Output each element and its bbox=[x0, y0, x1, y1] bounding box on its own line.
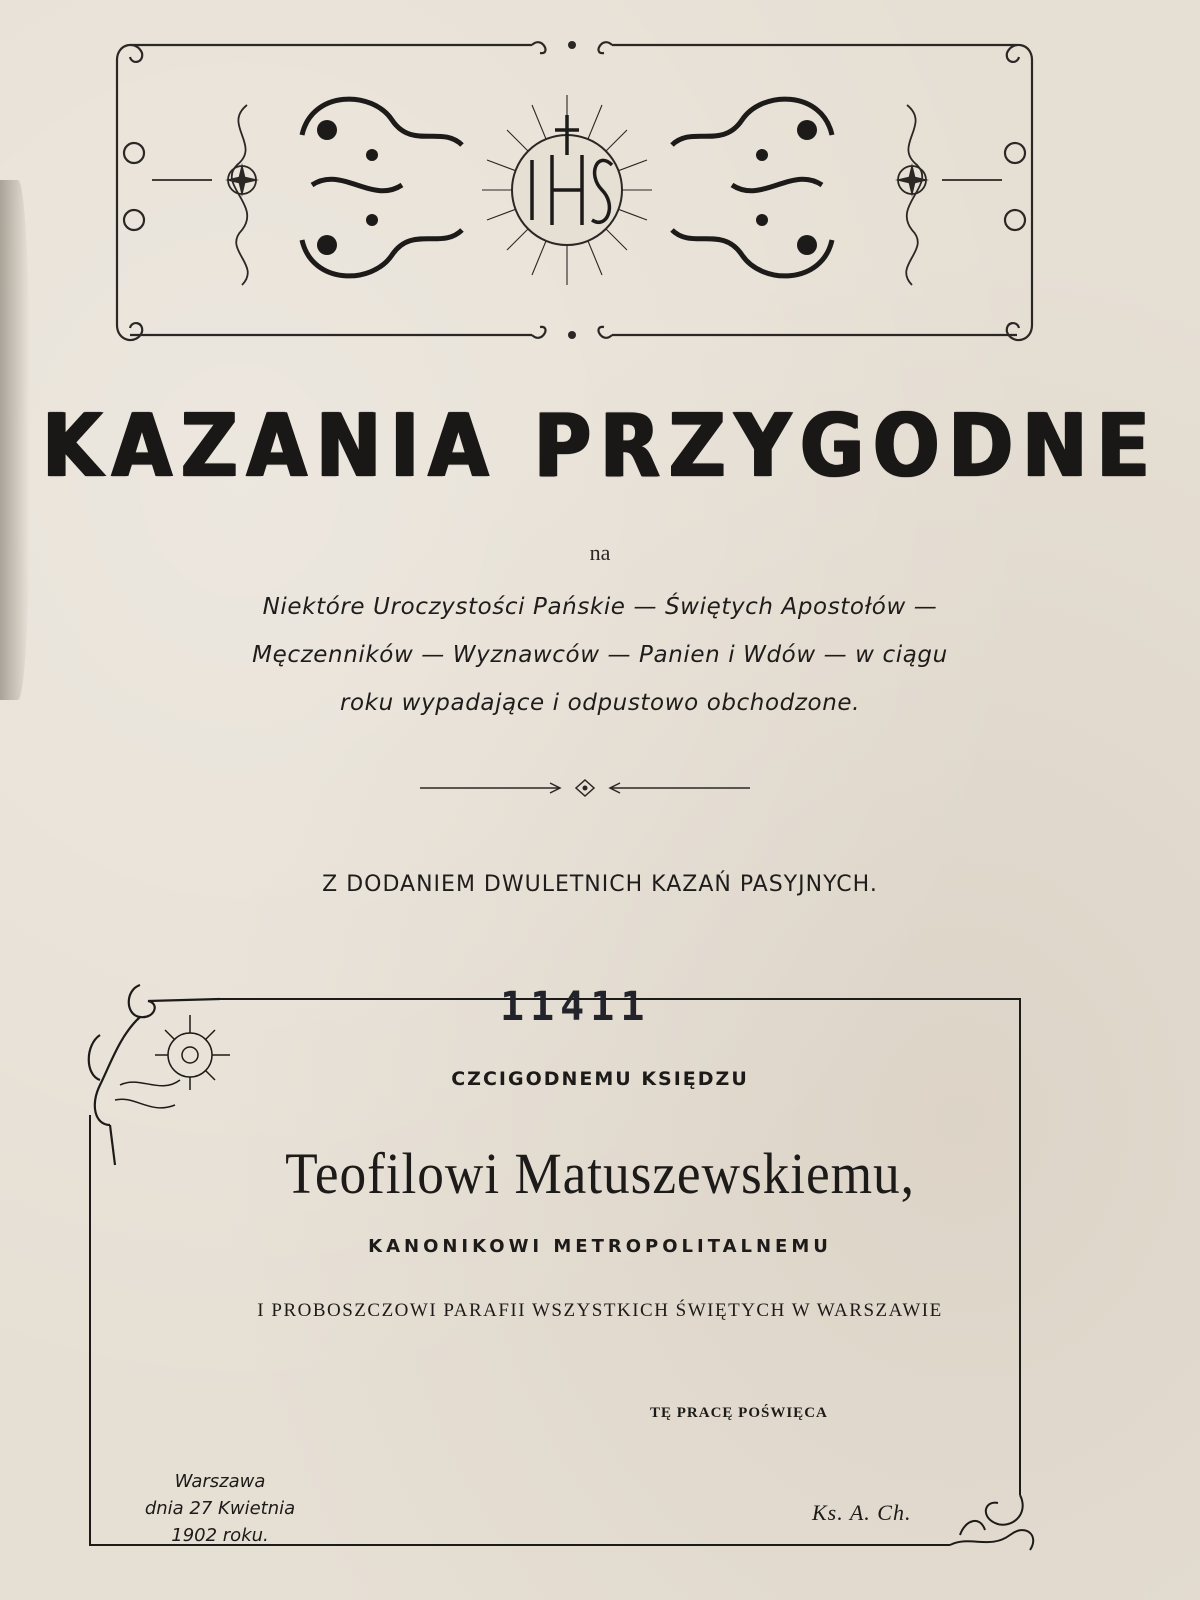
addition-note: Z DODANIEM DWULETNICH KAZAŃ PASYJNYCH. bbox=[322, 872, 878, 897]
year-line: 1902 roku. bbox=[171, 1525, 269, 1546]
book-title: KAZANIA PRZYGODNE bbox=[41, 396, 1159, 498]
dedication-salutation: CZCIGODNEMU KSIĘDZU bbox=[451, 1068, 749, 1090]
dedicatee-title: KANONIKOWI METROPOLITALNEMU bbox=[368, 1236, 832, 1257]
inventory-stamp: 11411 bbox=[500, 984, 651, 1030]
subtitle-line-1: Niektóre Uroczystości Pańskie — Świętych Apostołów — bbox=[262, 594, 938, 620]
ornamental-divider bbox=[420, 778, 750, 798]
dedicatee-name: Teofilowi Matuszewskiemu, bbox=[285, 1141, 915, 1206]
date-line: dnia 27 Kwietnia bbox=[144, 1498, 296, 1519]
subtitle-line-3: roku wypadające i odpustowo obchodzone. bbox=[339, 690, 861, 716]
title-connector: na bbox=[589, 540, 611, 565]
ihs-ornament-frame bbox=[112, 35, 1042, 350]
author-initials: Ks. A. Ch. bbox=[812, 1500, 912, 1525]
subtitle-line-2: Męczenników — Wyznawców — Panien i Wdów — w ciągu bbox=[252, 642, 948, 668]
dedication-phrase: TĘ PRACĘ POŚWIĘCA bbox=[650, 1405, 828, 1421]
dedicatee-parish: I PROBOSZCZOWI PARAFII WSZYSTKICH ŚWIĘTYCH W WARSZAWIE bbox=[257, 1300, 943, 1321]
place-line: Warszawa bbox=[174, 1471, 266, 1492]
